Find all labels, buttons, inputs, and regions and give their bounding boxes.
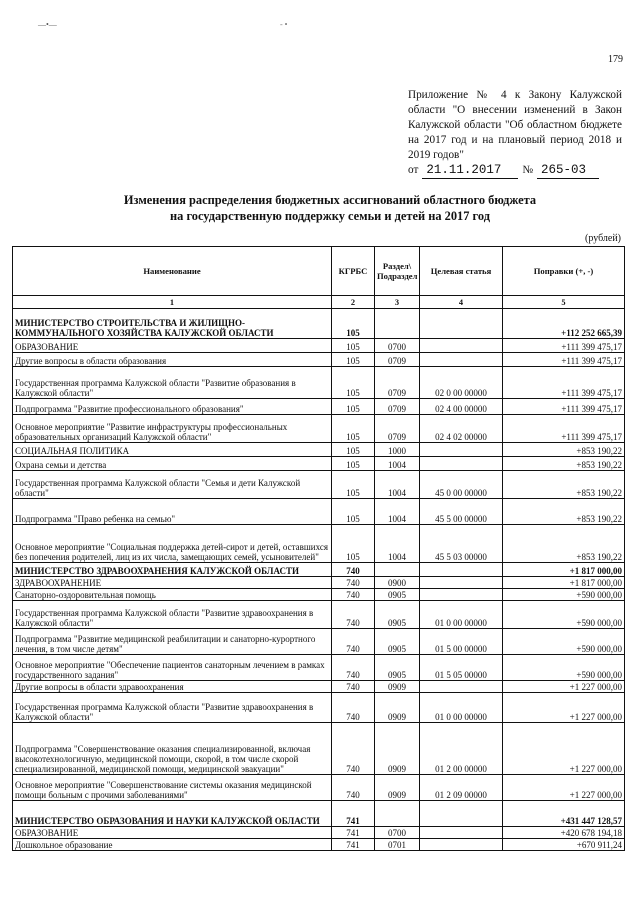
row-change: +853 190,22: [503, 471, 625, 499]
table-row: [13, 693, 625, 723]
header-name: Наименование: [13, 247, 332, 296]
row-name: Государственная программа Калужской области "Семья и дети Калужской области": [13, 471, 332, 499]
row-change: +420 678 194,18: [503, 827, 625, 839]
row-section: 0709: [375, 367, 420, 399]
column-number-row: [13, 296, 625, 309]
row-section: 0700: [375, 339, 420, 353]
law-number: 265-03: [537, 163, 599, 179]
row-kgrbs: 740: [332, 629, 375, 655]
row-kgrbs: 105: [332, 525, 375, 563]
header-change: Поправки (+, -): [503, 247, 625, 296]
table-row: [13, 775, 625, 801]
row-kgrbs: 740: [332, 589, 375, 601]
row-section: 0700: [375, 827, 420, 839]
row-kgrbs: 741: [332, 827, 375, 839]
row-change: +1 817 000,00: [503, 577, 625, 589]
row-kgrbs: 105: [332, 399, 375, 415]
row-change: +111 399 475,17: [503, 399, 625, 415]
row-kgrbs: 740: [332, 601, 375, 629]
row-target: 01 5 05 00000: [420, 655, 503, 681]
row-kgrbs: 105: [332, 499, 375, 525]
row-target: [420, 353, 503, 367]
row-section: 0909: [375, 723, 420, 775]
row-target: [420, 589, 503, 601]
row-name: Основное мероприятие "Обеспечение пациентов санаторным лечением в рамках государственного задания": [13, 655, 332, 681]
row-name: ЗДРАВООХРАНЕНИЕ: [13, 577, 332, 589]
row-name: Подпрограмма "Право ребенка на семью": [13, 499, 332, 525]
row-kgrbs: 105: [332, 339, 375, 353]
row-name: СОЦИАЛЬНАЯ ПОЛИТИКА: [13, 443, 332, 457]
row-name: Подпрограмма "Развитие профессионального образования": [13, 399, 332, 415]
header-razdel: Раздел\ Подраздел: [375, 247, 420, 296]
row-change: +1 227 000,00: [503, 681, 625, 693]
row-section: 0909: [375, 693, 420, 723]
row-name: Основное мероприятие "Совершенствование системы оказания медицинской помощи больным с прочими заболеваниями": [13, 775, 332, 801]
row-name: Другие вопросы в области образования: [13, 353, 332, 367]
row-change: +853 190,22: [503, 499, 625, 525]
table-row: [13, 309, 625, 339]
row-target: [420, 309, 503, 339]
row-change: +853 190,22: [503, 525, 625, 563]
row-name: МИНИСТЕРСТВО СТРОИТЕЛЬСТВА И ЖИЛИЩНО-КОММУНАЛЬНОГО ХОЗЯЙСТВА КАЛУЖСКОЙ ОБЛАСТИ: [13, 309, 332, 339]
row-change: +111 399 475,17: [503, 353, 625, 367]
row-section: 0909: [375, 681, 420, 693]
table-row: [13, 525, 625, 563]
row-section: 0905: [375, 629, 420, 655]
row-section: 0905: [375, 601, 420, 629]
table-row: [13, 801, 625, 827]
row-name: Государственная программа Калужской области "Развитие здравоохранения в Калужской области": [13, 601, 332, 629]
table-row: [13, 399, 625, 415]
row-change: +1 227 000,00: [503, 693, 625, 723]
row-target: 02 4 02 00000: [420, 415, 503, 443]
row-section: 1000: [375, 443, 420, 457]
row-target: 45 5 03 00000: [420, 525, 503, 563]
table-row: [13, 601, 625, 629]
col-num: 3: [375, 296, 420, 309]
row-name: Охрана семьи и детства: [13, 457, 332, 471]
appendix-block: [408, 88, 622, 179]
row-change: +590 000,00: [503, 589, 625, 601]
row-kgrbs: 740: [332, 693, 375, 723]
row-name: Подпрограмма "Совершенствование оказания специализированной, включая высокотехнологичную, медицинской помощи, скорой, в том числе скорой специализированной, медицинской помощи, медицинской эвакуации": [13, 723, 332, 775]
row-name: ОБРАЗОВАНИЕ: [13, 339, 332, 353]
row-change: +590 000,00: [503, 601, 625, 629]
row-change: +853 190,22: [503, 443, 625, 457]
row-change: +590 000,00: [503, 629, 625, 655]
table-row: [13, 827, 625, 839]
row-section: [375, 801, 420, 827]
row-change: +112 252 665,39: [503, 309, 625, 339]
units-label: (рублей): [585, 233, 622, 244]
table-row: [13, 563, 625, 577]
table-body: [13, 309, 625, 851]
scan-mark-left: —•—: [38, 20, 57, 29]
row-target: [420, 339, 503, 353]
appendix-text: Приложение № 4 к Закону Калужской области "О внесении изменений в Закон Калужской области "Об областном бюджете на 2017 год и на плановый период 2018 и 2019 годов": [408, 89, 622, 161]
from-label: от: [408, 164, 419, 176]
row-section: 1004: [375, 525, 420, 563]
table-row: [13, 457, 625, 471]
table-row: [13, 655, 625, 681]
row-name: МИНИСТЕРСТВО ЗДРАВООХРАНЕНИЯ КАЛУЖСКОЙ ОБЛАСТИ: [13, 563, 332, 577]
row-section: 0909: [375, 775, 420, 801]
row-target: 02 4 00 00000: [420, 399, 503, 415]
document-title: [40, 192, 620, 224]
row-target: 01 2 09 00000: [420, 775, 503, 801]
table-header-row: [13, 247, 625, 296]
row-target: [420, 443, 503, 457]
table-row: [13, 353, 625, 367]
row-target: 45 5 00 00000: [420, 499, 503, 525]
row-section: 1004: [375, 499, 420, 525]
row-change: +111 399 475,17: [503, 415, 625, 443]
law-date: 21.11.2017: [422, 163, 518, 179]
appendix-signature-line: [408, 163, 622, 179]
row-change: +853 190,22: [503, 457, 625, 471]
row-target: 01 0 00 00000: [420, 601, 503, 629]
row-target: [420, 457, 503, 471]
row-name: Основное мероприятие "Развитие инфраструктуры профессиональных образовательных организаций Калужской области": [13, 415, 332, 443]
row-name: Дошкольное образование: [13, 839, 332, 851]
row-kgrbs: 105: [332, 353, 375, 367]
col-num: 5: [503, 296, 625, 309]
table-row: [13, 339, 625, 353]
table-row: [13, 367, 625, 399]
row-kgrbs: 105: [332, 309, 375, 339]
row-change: +1 227 000,00: [503, 775, 625, 801]
row-name: ОБРАЗОВАНИЕ: [13, 827, 332, 839]
table-row: [13, 577, 625, 589]
row-kgrbs: 740: [332, 655, 375, 681]
row-kgrbs: 105: [332, 471, 375, 499]
header-target: Целевая статья: [420, 247, 503, 296]
row-target: [420, 827, 503, 839]
title-line-1: Изменения распределения бюджетных ассигнований областного бюджета: [123, 193, 537, 207]
row-target: [420, 681, 503, 693]
table-row: [13, 629, 625, 655]
row-name: Санаторно-оздоровительная помощь: [13, 589, 332, 601]
row-kgrbs: 740: [332, 775, 375, 801]
row-name: Государственная программа Калужской области "Развитие образования в Калужской области": [13, 367, 332, 399]
row-section: 0709: [375, 353, 420, 367]
row-kgrbs: 740: [332, 681, 375, 693]
row-section: [375, 309, 420, 339]
row-target: [420, 801, 503, 827]
table-row: [13, 471, 625, 499]
row-target: 01 5 00 00000: [420, 629, 503, 655]
row-section: 1004: [375, 457, 420, 471]
row-target: 01 0 00 00000: [420, 693, 503, 723]
row-change: +431 447 128,57: [503, 801, 625, 827]
page-number: 179: [608, 54, 623, 65]
row-name: Государственная программа Калужской области "Развитие здравоохранения в Калужской области": [13, 693, 332, 723]
col-num: 2: [332, 296, 375, 309]
row-change: +670 911,24: [503, 839, 625, 851]
row-change: +111 399 475,17: [503, 339, 625, 353]
scan-mark-right: - •: [280, 20, 288, 29]
table-row: [13, 589, 625, 601]
row-kgrbs: 741: [332, 801, 375, 827]
col-num: 4: [420, 296, 503, 309]
row-section: 1004: [375, 471, 420, 499]
row-section: 0905: [375, 655, 420, 681]
row-kgrbs: 740: [332, 723, 375, 775]
row-kgrbs: 740: [332, 577, 375, 589]
row-section: 0701: [375, 839, 420, 851]
row-kgrbs: 105: [332, 415, 375, 443]
row-change: +1 227 000,00: [503, 723, 625, 775]
budget-table: [12, 246, 625, 851]
row-name: Основное мероприятие "Социальная поддержка детей-сирот и детей, оставшихся без попечения родителей, лиц из их числа, замещающих семей, усыновителей": [13, 525, 332, 563]
row-kgrbs: 105: [332, 367, 375, 399]
row-kgrbs: 105: [332, 457, 375, 471]
row-section: [375, 563, 420, 577]
row-section: 0905: [375, 589, 420, 601]
row-section: 0900: [375, 577, 420, 589]
row-section: 0709: [375, 415, 420, 443]
title-line-2: на государственную поддержку семьи и детей на 2017 год: [170, 209, 490, 223]
table-row: [13, 415, 625, 443]
row-change: +1 817 000,00: [503, 563, 625, 577]
table-row: [13, 681, 625, 693]
row-change: +590 000,00: [503, 655, 625, 681]
row-target: 01 2 00 00000: [420, 723, 503, 775]
row-name: Другие вопросы в области здравоохранения: [13, 681, 332, 693]
row-name: Подпрограмма "Развитие медицинской реабилитации и санаторно-курортного лечения, в том числе детям": [13, 629, 332, 655]
row-kgrbs: 741: [332, 839, 375, 851]
header-ktrs: КГРБС: [332, 247, 375, 296]
number-label: №: [522, 164, 534, 176]
row-target: [420, 563, 503, 577]
row-target: 45 0 00 00000: [420, 471, 503, 499]
row-target: [420, 577, 503, 589]
row-section: 0709: [375, 399, 420, 415]
row-name: МИНИСТЕРСТВО ОБРАЗОВАНИЯ И НАУКИ КАЛУЖСКОЙ ОБЛАСТИ: [13, 801, 332, 827]
table-row: [13, 839, 625, 851]
row-change: +111 399 475,17: [503, 367, 625, 399]
table-row: [13, 499, 625, 525]
row-target: [420, 839, 503, 851]
row-kgrbs: 740: [332, 563, 375, 577]
table-row: [13, 443, 625, 457]
col-num: 1: [13, 296, 332, 309]
row-target: 02 0 00 00000: [420, 367, 503, 399]
table-row: [13, 723, 625, 775]
row-kgrbs: 105: [332, 443, 375, 457]
